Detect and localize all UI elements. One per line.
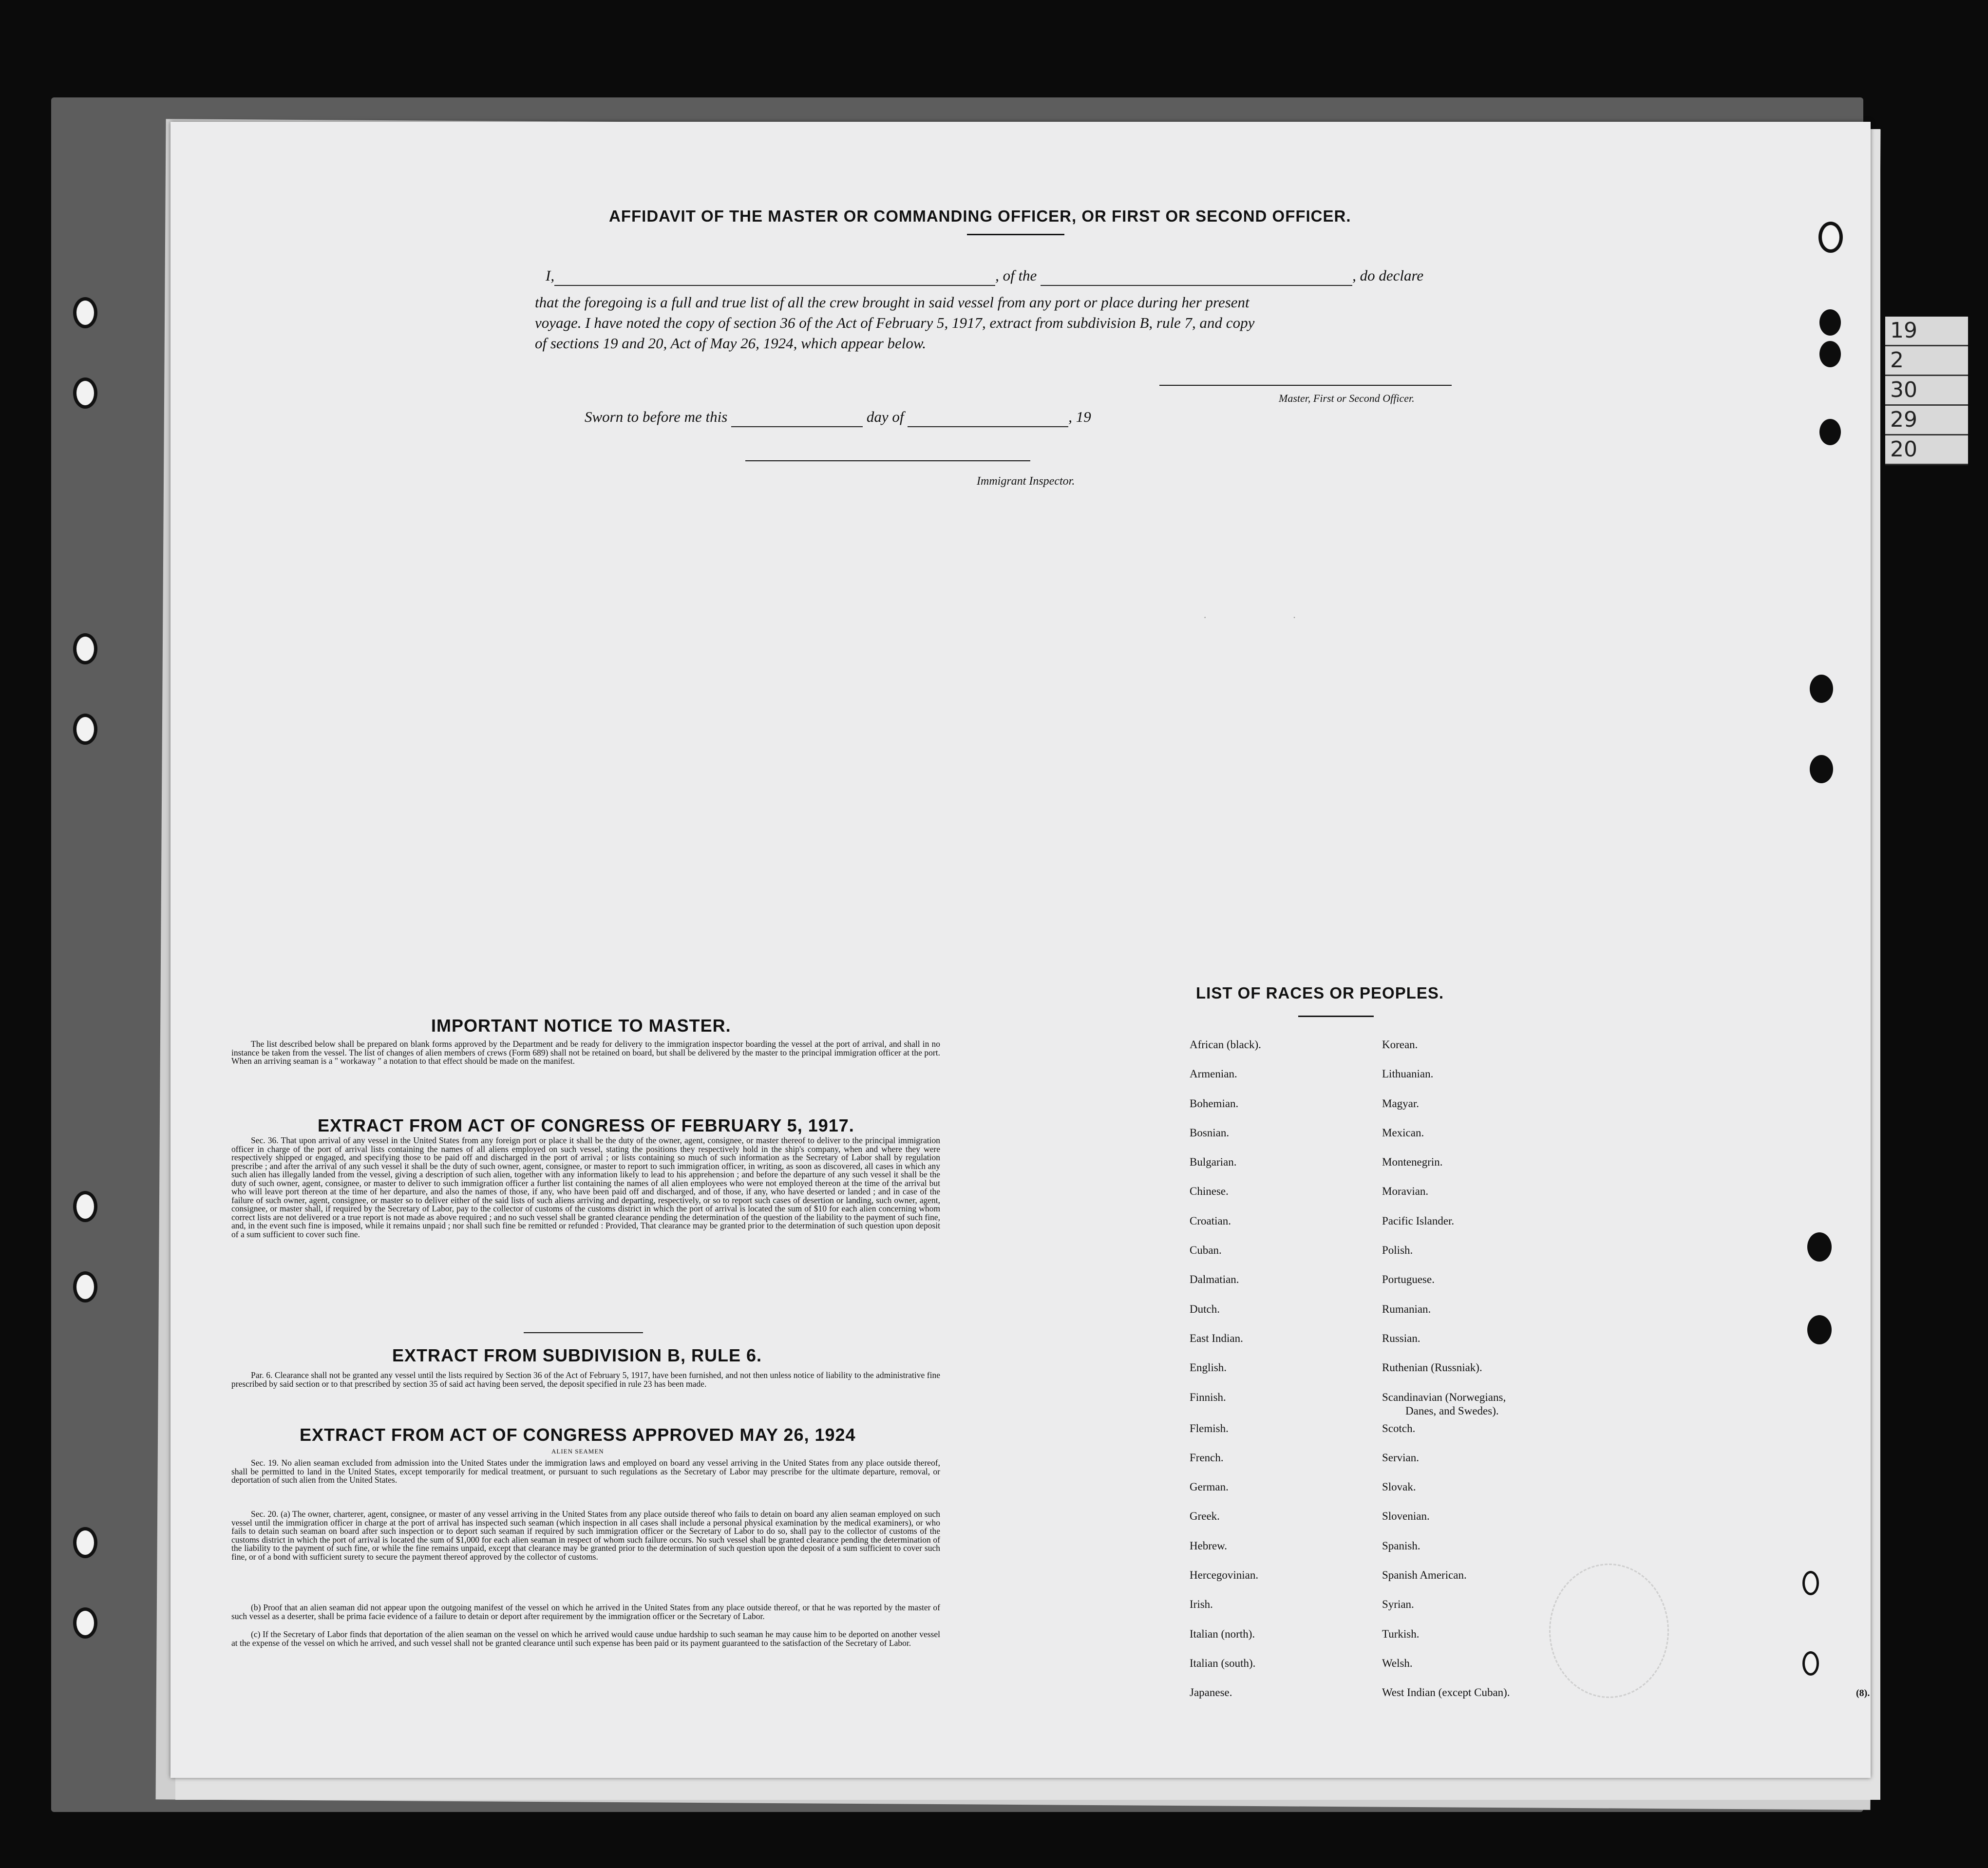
inspector-label: Immigrant Inspector. (977, 475, 1075, 488)
affidavit-line-1 (546, 265, 1471, 286)
affidavit-title: AFFIDAVIT OF THE MASTER OR COMMANDING OFFICER, OR FIRST OR SECOND OFFICER. (609, 207, 1351, 225)
race-item: Danes, and Swedes). (1405, 1404, 1499, 1417)
bleed-through: · · (1203, 611, 1296, 623)
race-item: Italian (south). (1190, 1657, 1256, 1669)
race-item: Korean. (1382, 1038, 1418, 1051)
punch-hole (73, 377, 97, 409)
race-item: English. (1190, 1361, 1227, 1374)
extract-1917-body: Sec. 36. That upon arrival of any vessel in the United States from any foreign port or place it shall be the duty of the owner, agent, consignee, or master thereof to deliver to the principal immigration officer in charge of the port of arrival lists containing the names of all aliens employed on such vessel, stating the positions they respectively hold in the ship's company, when and where they were respectively shipped or engaged, and specifying those to be paid off and discharged in the port of arrival ; or lists containing so much of such information as the Secretary of Labor shall by regulation prescribe ; and after the arrival of any such vessel it shall be the duty of such owner, agent, consignee, or master to report to such immigration officer, in writing, as soon as discovered, all cases in which any such alien has illegally landed from the vessel, giving a description of such alien, together with any information likely to lead to his apprehension ; and before the departure of any such vessel it shall be the duty of such owner, agent, consignee, or master to deliver to such immigration officer a further list containing the names of all alien employees who were not employed thereon at the time of the arrival but who will leave port thereon at the time of her departure, and also the names of those, if any, who have been paid off and discharged, and of those, if any, who have deserted or landed ; and in case of the failure of such owner, agent, consignee, or master so to deliver either of the said lists of such aliens arriving and departing, respectively, or so to report such cases of desertion or landing, such owner, agent, consignee, or master shall, if required by the Secretary of Labor, pay to the collector of customs of the customs district in which the port of arrival is located the sum of $10 for each alien concerning whom correct lists are not delivered or a true report is not made as above required ; and no such vessel shall be granted clearance pending the determination of the question of the liability to the payment of such fine, and, in the event such fine is imposed, while it remains unpaid ; nor shall such fine be remitted or refunded : Provided, That clearance may be granted prior to the determination of such question upon deposit of a sum sufficient to cover such fine. (231, 1135, 940, 1239)
affidavit-text: I, (546, 267, 555, 284)
punch-hole (73, 714, 97, 745)
race-item: Welsh. (1382, 1657, 1413, 1669)
race-item: Finnish. (1190, 1391, 1226, 1403)
margin-numbers (1885, 317, 1968, 465)
punch-hole (1807, 1315, 1832, 1344)
race-item: Cuban. (1190, 1244, 1222, 1257)
punch-hole (73, 1191, 97, 1222)
title-rule (967, 234, 1064, 235)
punch-hole (73, 1271, 97, 1302)
race-item: Lithuanian. (1382, 1068, 1434, 1080)
extract-1917-title: EXTRACT FROM ACT OF CONGRESS OF FEBRUARY 5, 1917. (318, 1115, 854, 1135)
race-item: Irish. (1190, 1598, 1213, 1611)
race-item: Rumanian. (1382, 1302, 1431, 1315)
race-item: Bohemian. (1190, 1097, 1239, 1110)
race-item: Slovenian. (1382, 1510, 1430, 1523)
margin-number: 29 (1885, 406, 1968, 435)
affidavit-line-3: voyage. I have noted the copy of section 36 of the Act of February 5, 1917, extract from subdivision B, rule 7, and copy (535, 314, 1255, 331)
race-item: Magyar. (1382, 1097, 1420, 1110)
race-item: Bulgarian. (1190, 1156, 1237, 1169)
name-blank (554, 270, 995, 286)
alien-seamen-subtitle: ALIEN SEAMEN (551, 1448, 604, 1455)
punch-hole (73, 633, 97, 664)
race-item: Slovak. (1382, 1481, 1416, 1493)
form-number: (8). (1856, 1688, 1870, 1698)
sworn-text: day of (866, 408, 904, 425)
race-item: Dalmatian. (1190, 1273, 1239, 1286)
race-item: Hebrew. (1190, 1539, 1228, 1552)
punch-hole (1802, 1571, 1819, 1595)
day-blank (731, 412, 863, 427)
embossed-seal (1549, 1564, 1669, 1698)
race-item: Montenegrin. (1382, 1156, 1443, 1169)
race-item: Croatian. (1190, 1214, 1231, 1227)
affidavit-line-4: of sections 19 and 20, Act of May 26, 1924, which appear below. (535, 335, 927, 352)
race-item: Pacific Islander. (1382, 1214, 1455, 1227)
punch-hole (1818, 222, 1843, 253)
races-right-column (1382, 1038, 1510, 1716)
punch-hole (73, 297, 97, 328)
race-item: Mexican. (1382, 1126, 1424, 1139)
signature-line (1159, 385, 1452, 386)
section-rule (524, 1332, 643, 1333)
races-title: LIST OF RACES OR PEOPLES. (1196, 984, 1444, 1002)
margin-number: 2 (1885, 346, 1968, 376)
punch-hole (1819, 419, 1841, 445)
race-item: Dutch. (1190, 1302, 1220, 1315)
sec-19-body: Sec. 19. No alien seaman excluded from admission into the United States under the immigration laws and employed on board any vessel arriving in the United States from any place outside thereof, shall be permitted to land in the United States, except temporarily for medical treatment, or pursuant to such regulations as the Secretary of Labor may prescribe for the ultimate departure, removal, or deportation of such alien from the United States. (231, 1458, 940, 1485)
punch-hole (73, 1527, 97, 1558)
extract-1924-title: EXTRACT FROM ACT OF CONGRESS APPROVED MAY 26, 1924 (300, 1425, 856, 1445)
punch-hole (73, 1607, 97, 1639)
rule-6-body: Par. 6. Clearance shall not be granted any vessel until the lists required by Section 36 of the Act of February 5, 1917, have been furnished, and not then unless notice of liability to the administrative fine prescribed by said section or to that prescribed by section 35 of said act having been served, the deposit specified in rule 23 has been made. (231, 1370, 940, 1389)
month-blank (908, 412, 1068, 427)
race-item: Japanese. (1190, 1686, 1232, 1699)
margin-number: 20 (1885, 435, 1968, 465)
race-item: Scandinavian (Norwegians, (1382, 1391, 1506, 1403)
affidavit-text: , do declare (1352, 267, 1424, 284)
notice-title: IMPORTANT NOTICE TO MASTER. (431, 1016, 731, 1036)
sec-20c-body: (c) If the Secretary of Labor finds that deportation of the alien seaman on the vessel on which he arrived would cause undue hardship to such seaman he may cause him to be deported on another vessel at the expense of the vessel on which he arrived, and such vessel shall not be granted clearance until such expense has been paid or its payment guaranteed to the satisfaction of the Secretary of Labor. (231, 1629, 940, 1648)
race-item: Russian. (1382, 1332, 1420, 1344)
race-item: Polish. (1382, 1244, 1413, 1257)
sworn-text: Sworn to before me this (585, 408, 728, 425)
race-item: Ruthenian (Russniak). (1382, 1361, 1482, 1374)
race-item: Syrian. (1382, 1598, 1414, 1611)
race-item: German. (1190, 1481, 1229, 1493)
race-item: Moravian. (1382, 1185, 1429, 1198)
punch-hole (1810, 675, 1833, 703)
race-item: Flemish. (1190, 1422, 1229, 1434)
vessel-blank (1041, 270, 1352, 286)
race-item: Greek. (1190, 1510, 1220, 1523)
punch-hole (1802, 1651, 1819, 1676)
races-title-rule (1298, 1016, 1374, 1017)
master-label: Master, First or Second Officer. (1279, 392, 1415, 404)
race-item: Bosnian. (1190, 1126, 1230, 1139)
margin-number: 30 (1885, 376, 1968, 406)
sec-20a-body: Sec. 20. (a) The owner, charterer, agent, consignee, or master of any vessel arriving in the United States from any place outside thereof who fails to detain on board any alien seaman employed on such vessel until the immigration officer in charge at the port of arrival has inspected such seaman (which inspection in all cases shall include a personal physical examination by the medical examiners), or who fails to detain such seaman on board after such inspection or to deport such seaman if required by such immigration officer or the Secretary of Labor to do so, shall pay to the collector of customs of the customs district in which the port of arrival is located the sum of $1,000 for each alien seaman in respect of whom such failure occurs. No such vessel shall be granted clearance pending the determination of the liability to the payment of such fine, or while the fine remains unpaid, except that clearance may be granted prior to the determination of such question upon the deposit of a sum sufficient to cover such fine, or of a bond with sufficient surety to secure the payment thereof approved by the collector of customs. (231, 1509, 940, 1562)
race-item: Portuguese. (1382, 1273, 1435, 1286)
race-item: African (black). (1190, 1038, 1261, 1051)
races-left-column (1190, 1038, 1261, 1716)
race-item: Spanish. (1382, 1539, 1420, 1552)
race-item: Spanish American. (1382, 1569, 1467, 1582)
affidavit-text: , of the (995, 267, 1037, 284)
notice-body: The list described below shall be prepared on blank forms approved by the Department and be ready for delivery to the immigration inspector boarding the vessel at the port of arrival, and shall in no instance be taken from the vessel. The list of changes of alien members of crews (Form 689) shall not be retained on board, but shall be delivered by the master to the principal immigration officer at the port. When an arriving seaman is a " workaway " a notation to that effect should be made on the manifest. (231, 1039, 940, 1066)
race-item: West Indian (except Cuban). (1382, 1686, 1510, 1699)
punch-hole (1807, 1232, 1832, 1262)
race-item: Scotch. (1382, 1422, 1416, 1434)
sworn-text: , 19 (1068, 408, 1091, 425)
rule-6-title: EXTRACT FROM SUBDIVISION B, RULE 6. (392, 1345, 762, 1365)
race-item: French. (1190, 1451, 1224, 1464)
race-item: Armenian. (1190, 1068, 1237, 1080)
inspector-signature-line (745, 460, 1030, 461)
punch-hole (1819, 309, 1841, 336)
race-item: Servian. (1382, 1451, 1420, 1464)
punch-hole (1819, 341, 1841, 367)
race-item: Chinese. (1190, 1185, 1229, 1198)
race-item: Italian (north). (1190, 1627, 1255, 1640)
margin-number: 19 (1885, 317, 1968, 346)
sec-20b-body: (b) Proof that an alien seaman did not appear upon the outgoing manifest of the vessel on which he arrived in the United States from any place outside thereof, or that he was reported by the master of such vessel as a deserter, shall be prima facie evidence of a failure to detain or deport after requirement by the immigration officer or the Secretary of Labor. (231, 1603, 940, 1621)
race-item: Turkish. (1382, 1627, 1420, 1640)
race-item: East Indian. (1190, 1332, 1243, 1344)
race-item: Hercegovinian. (1190, 1569, 1259, 1582)
affidavit-line-2: that the foregoing is a full and true list of all the crew brought in said vessel from any port or place during her present (535, 294, 1250, 311)
sworn-line (585, 407, 1218, 427)
punch-hole (1810, 755, 1833, 783)
